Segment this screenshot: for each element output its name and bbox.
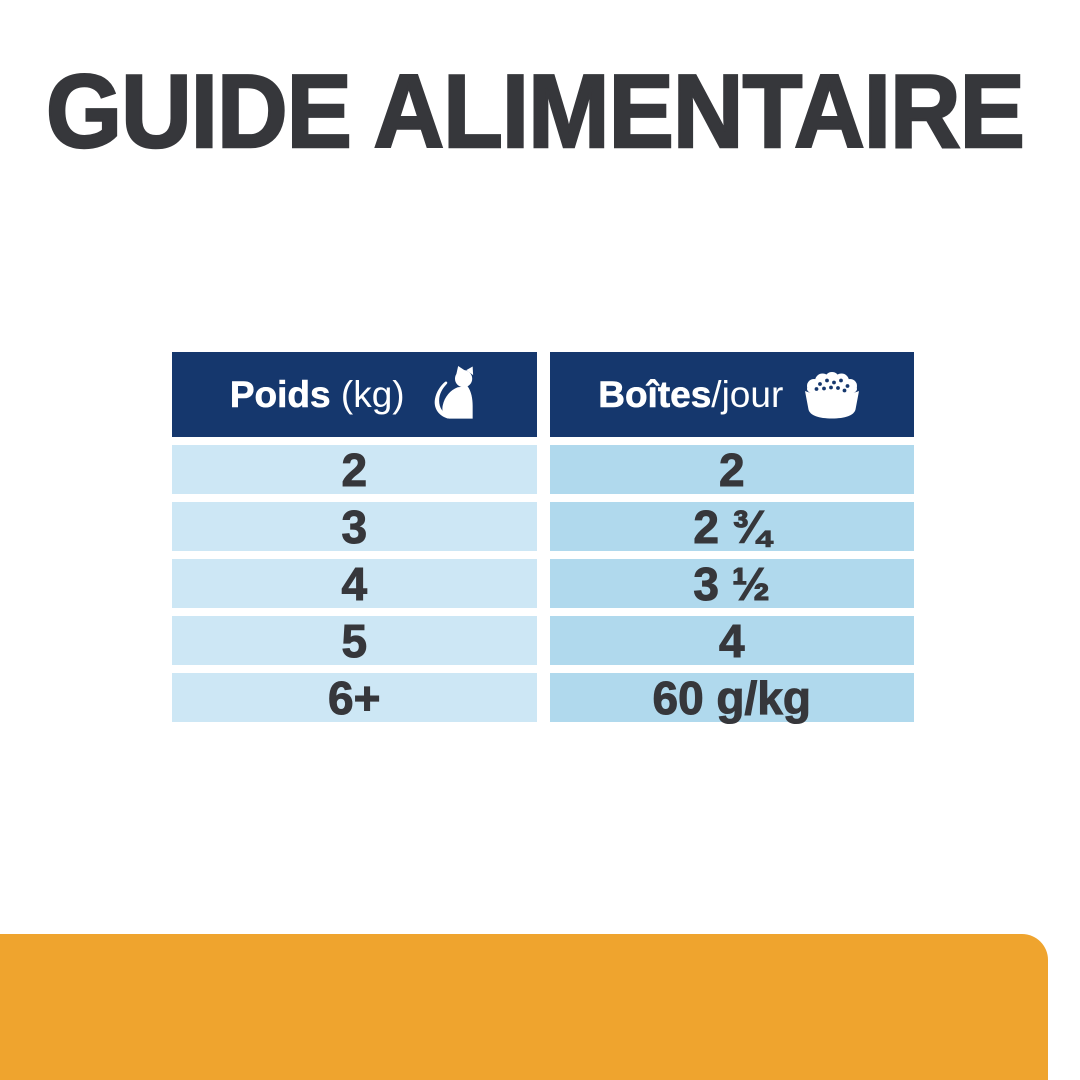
cat-icon [421,363,479,427]
column-boites [550,352,915,722]
boites-cell-row5: 60 g/kg [550,673,915,722]
poids-label-unit: (kg) [330,373,405,415]
boites-label [598,374,783,416]
column-header-poids [172,352,537,437]
bowl-icon [799,370,865,420]
poids-cell-row5: 6+ [172,673,537,722]
boites-cell-row1: 2 [550,445,915,494]
column-header-boites [550,352,915,437]
poids-cell-row1: 2 [172,445,537,494]
orange-footer-band [0,934,1048,1080]
boites-label-bold: Boîtes [598,373,712,415]
boites-cell-row2: 2 ¾ [550,502,915,551]
feeding-guide-table [172,352,914,722]
boites-cell-row4: 4 [550,616,915,665]
boites-cell-row3: 3 ½ [550,559,915,608]
poids-label [230,374,405,416]
poids-cell-row2: 3 [172,502,537,551]
poids-label-bold: Poids [229,373,331,415]
poids-cell-row4: 5 [172,616,537,665]
poids-cell-row3: 4 [172,559,537,608]
page-title: GUIDE ALIMENTAIRE [46,54,1024,170]
column-poids [172,352,537,722]
boites-label-unit: /jour [711,373,784,415]
